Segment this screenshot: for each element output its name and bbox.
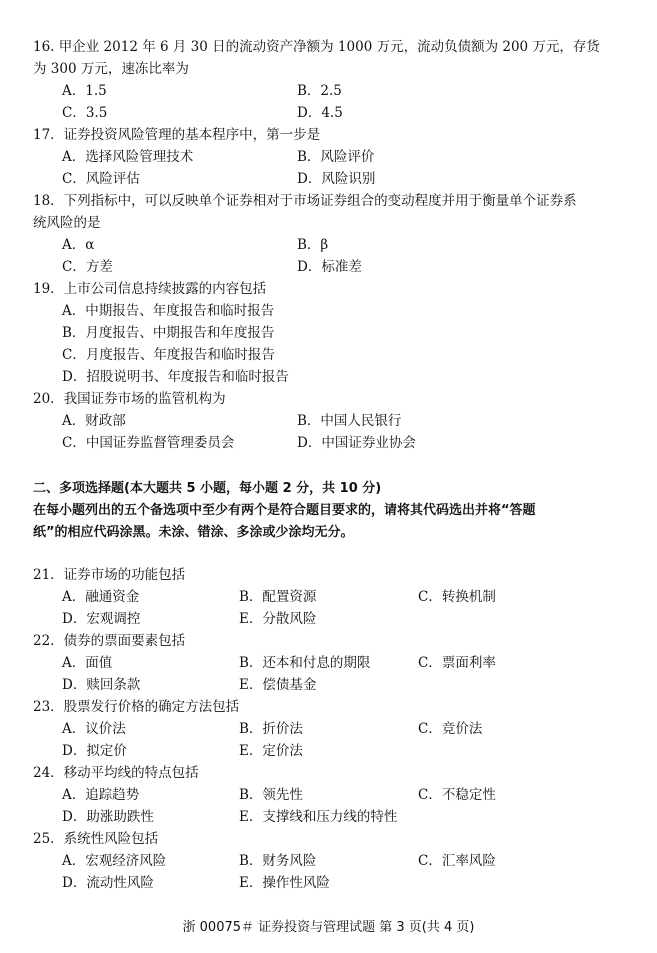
question-17-option-d: D．风险识别	[297, 171, 376, 187]
question-19-stem: 19．上市公司信息持续披露的内容包括	[33, 281, 267, 297]
question-20-option-a: A．财政部	[62, 413, 126, 429]
question-22-stem: 22．债券的票面要素包括	[33, 633, 186, 649]
question-25-option-d: D．流动性风险	[62, 875, 154, 891]
question-25-option-c: C．汇率风险	[418, 853, 496, 869]
question-16-option-d: D．4.5	[297, 105, 343, 121]
question-16-option-a: A．1.5	[62, 83, 107, 99]
section-2-instructions-line-1: 在每小题列出的五个备选项中至少有两个是符合题目要求的，请将其代码选出并将“答题	[33, 503, 536, 518]
question-22-option-e: E．偿债基金	[239, 677, 317, 693]
question-24-option-c: C．不稳定性	[418, 787, 496, 803]
question-24-option-a: A．追踪趋势	[62, 787, 140, 803]
question-22-option-b: B．还本和付息的期限	[239, 655, 371, 671]
question-17-option-b: B．风险评价	[297, 149, 375, 165]
question-25-option-e: E．操作性风险	[239, 875, 330, 891]
question-22-option-a: A．面值	[62, 655, 113, 671]
question-23-option-c: C．竞价法	[418, 721, 483, 737]
question-19-option-c: C．月度报告、年度报告和临时报告	[62, 347, 275, 363]
question-19-option-d: D．招股说明书、年度报告和临时报告	[62, 369, 289, 385]
question-25-stem: 25．系统性风险包括	[33, 831, 159, 847]
question-21-stem: 21．证券市场的功能包括	[33, 567, 186, 583]
question-16-option-b: B．2.5	[297, 83, 342, 99]
question-19-option-a: A．中期报告、年度报告和临时报告	[62, 303, 275, 319]
question-20-option-d: D．中国证券业协会	[297, 435, 416, 451]
question-24-option-e: E．支撑线和压力线的特性	[239, 809, 398, 825]
question-22-option-d: D．赎回条款	[62, 677, 141, 693]
question-24-option-d: D．助涨助跌性	[62, 809, 154, 825]
question-18-option-a: A．α	[62, 237, 95, 253]
question-21-option-a: A．融通资金	[62, 589, 140, 605]
question-18-option-b: B．β	[297, 237, 329, 253]
question-22-option-c: C．票面利率	[418, 655, 496, 671]
question-20-option-b: B．中国人民银行	[297, 413, 402, 429]
question-21-option-e: E．分散风险	[239, 611, 317, 627]
question-24-option-b: B．领先性	[239, 787, 303, 803]
question-17-stem: 17．证券投资风险管理的基本程序中，第一步是	[33, 127, 321, 143]
question-23-option-e: E．定价法	[239, 743, 303, 759]
section-2-instructions-line-2: 纸”的相应代码涂黑。未涂、错涂、多涂或少涂均无分。	[33, 525, 354, 540]
question-17-option-c: C．风险评估	[62, 171, 140, 187]
question-16-stem-line-2: 为 300 万元，速冻比率为	[33, 61, 189, 77]
question-16-option-c: C．3.5	[62, 105, 108, 121]
question-17-option-a: A．选择风险管理技术	[62, 149, 194, 165]
question-20-stem: 20．我国证券市场的监管机构为	[33, 391, 226, 407]
question-25-option-b: B．财务风险	[239, 853, 317, 869]
question-23-option-d: D．拟定价	[62, 743, 127, 759]
question-19-option-b: B．月度报告、中期报告和年度报告	[62, 325, 275, 341]
question-21-option-b: B．配置资源	[239, 589, 317, 605]
question-24-stem: 24．移动平均线的特点包括	[33, 765, 199, 781]
question-23-option-b: B．折价法	[239, 721, 303, 737]
question-23-option-a: A．议价法	[62, 721, 126, 737]
question-23-stem: 23．股票发行价格的确定方法包括	[33, 699, 240, 715]
question-18-stem-line-2: 统风险的是	[33, 215, 101, 231]
page-footer: 浙 00075＃ 证券投资与管理试题 第 3 页(共 4 页)	[182, 920, 475, 935]
question-18-option-d: D．标准差	[297, 259, 362, 275]
question-21-option-d: D．宏观调控	[62, 611, 141, 627]
question-16-stem-line-1: 16. 甲企业 2012 年 6 月 30 日的流动资产净额为 1000 万元，流动负债额为 200 万元，存货	[33, 39, 600, 55]
question-25-option-a: A．宏观经济风险	[62, 853, 167, 869]
question-18-option-c: C．方差	[62, 259, 113, 275]
question-20-option-c: C．中国证券监督管理委员会	[62, 435, 235, 451]
question-18-stem-line-1: 18．下列指标中，可以反映单个证券相对于市场证券组合的变动程度并用于衡量单个证券系	[33, 193, 577, 209]
section-2-heading: 二、多项选择题(本大题共 5 小题，每小题 2 分，共 10 分)	[33, 481, 382, 496]
question-21-option-c: C．转换机制	[418, 589, 496, 605]
